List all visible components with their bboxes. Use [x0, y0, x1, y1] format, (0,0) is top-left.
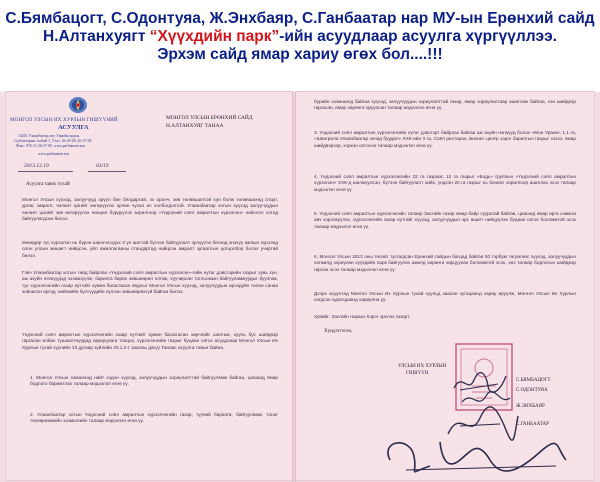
left-paragraph-4: Үндэсний соёл амралтын хүрээлэнгийн газар нутгийг хумин багасгасан зөрчлийг шалгаж, хууль бус шийдвэр гаргасан албан тушаалтнуудад хариуцлага тооцох, хүрээлэнгийн газрыг буцаан олгох асуудлаар Монгол Улсын Их Хурлын тухай хуулийн 33 дугаар зүйлийн 33.1.2-т заасны дагуу Танаас асуулга тавьж байна.: [22, 332, 278, 350]
headline-highlight: “Хүүхдийн парк”: [149, 28, 280, 45]
letter-number: 03/19: [96, 163, 109, 169]
sender-address-line-1: 14201 Улаанбаатар хот, Төрийн ордон,: [18, 134, 81, 138]
signatory-1: С.БЯМБАЦОГТ: [516, 378, 551, 383]
sender-org-line-2: АСУУЛГА: [58, 124, 89, 131]
signatory-3: Ж.ЭНХБАЯР: [516, 404, 545, 409]
signature-title-line-1: УЛСЫН ИХ ХУРЛЫН: [398, 364, 447, 369]
left-paragraph-5: 1. Монгол Улсын хэмжээнд нийт хэдэн хүүхэд, залуучуудын зориулалттай байгууламж байгаа, цаашид ямар бодлого баримтлах талаар мэдээлэл өгнө үү.: [30, 375, 278, 387]
state-emblem-icon: [68, 96, 88, 114]
page-fold: [292, 92, 296, 482]
headline-banner: [0, 0, 600, 92]
right-paragraph-2: 3. Үндэсний соёл амралтын хүрээлэнгийн нутаг дэвсгэрт байрлах байгаа аж ахуйн нэгжүүд болох «Мон Ураан» 1.1 га, «Шангрила Улаанбаатар зочид буудал» ХХК-ийн 3 га, Соёл ресторан, Бизнес центр зэрэг барилгын газрыг хэзээ, ямар шийдвэрээр, хэрхэн олгосон талаар мэдээлэл өгнө үү.: [314, 130, 576, 148]
headline-line-2-end: -ийн асуудлаар асуулга хүргүүллээ.: [279, 28, 557, 45]
sender-address-line-3: Факс: 976-11-26-27-00, www.parliament.mn: [16, 144, 85, 148]
headline-line-3: Эрхэм сайд ямар хариу өгөх бол....!!!: [157, 46, 443, 63]
letter-date: 2013.12.19: [24, 163, 49, 169]
headline-line-1: С.Бямбацогт, С.Одонтуяа, Ж.Энхбаяр, С.Ганбаатар нар МУ-ын Ерөнхий сайд: [5, 10, 595, 27]
right-paragraph-3: 4. Үндэсний соёл амралтын хүрээлэнгийн 32 га газраас 12 га газрыг «Бодь» группын «Үндэсний соёл амралтын хүрээлэн» ХХК-д шилжүүлсэн, бүтээн байгуулалт хийх, үндсэн 20 га газрыг нь бизнес зорилгоор ашиглах эсэх талаар мэдээлэл өгнө үү.: [314, 174, 576, 192]
letter-subject: Асуулга тавих тухай: [26, 182, 70, 187]
number-underline: [88, 171, 126, 172]
right-paragraph-4: 5. Үндэсний соёл амралтын хүрээлэнгийн талаар Засгийн газар ямар байр суурьтай байгаа, цаашид ямар арга хэмжээ авч хэрэгжүүлэх, хүрээлэнгийн газар нутгийг хүүхэд, залуучуудын эрх ашигт нийцүүлэн буцаан олгох боломжтой эсэх талаар мэдээлэл өгнө үү.: [314, 211, 576, 229]
signature-4: [370, 430, 570, 480]
signature-title-line-2: ГИШҮҮН: [406, 371, 429, 376]
recipient-line-1: МОНГОЛ УЛСЫН ЕРӨНХИЙ САЙД: [166, 115, 253, 121]
right-paragraph-6: Дээрх асуултад Монгол Улсын Их Хурлын тухай хуульд заасан хугацаанд хариу ирүүлж, Монгол Улсын Их Хурлын нэгдсэн хуралдаанд хариулна уу.: [314, 291, 576, 303]
signatory-2: С.ОДОНТУЯА: [516, 388, 548, 393]
right-paragraph-7: Хувийг: Засгийн газрын Хэрэг эрхлэх газарт.: [314, 314, 411, 319]
sender-org-line-1: МОНГОЛ УЛСЫН ИХ ХУРЛЫН ГИШҮҮНИЙ: [10, 118, 118, 123]
left-paragraph-3: Гэвч Улаанбаатар хотын төвд байрлах «Үндэсний соёл амралтын хүрээлэн»-гийн нутаг дэвсгэрийн газрыг хувь хүн, аж ахуйн нэгжүүдэд эзэмшүүлж, барилга барих зөвшөөрөл олгож, хуучирсан тоглоомын байгууламжуудыг буулгаж, тус хүрээлэнгийн газар нутгийг хумин багасгасан явдлыг Монгол Улсын хүүхэд, залуучуудын ирээдүйн төлөө санаа зовнисон иргэд, нийгмийн бүлгүүдийн хүлээн зөвшөөрөхгүй байгаа билээ.: [22, 270, 278, 294]
left-paragraph-6: 2. Улаанбаатар хотын Үндэсний соёл амралтын хүрээлэнгийн газар, түүний барилга, байгууламж, тоног төхөөрөмжийн эзэмшлийн талаар мэдээлэл өгнө үү.: [30, 412, 278, 424]
closing: Хүндэтгэсэн,: [324, 329, 353, 334]
left-paragraph-1: Монгол Улсын хүүхэд, залуучууд эрүүл бие бялдартай, эх оронч, зөв төлөвшилтэй хүн болж төлөвшихөд спорт, урлаг, амралт, чөлөөт цагийг өнгөрүүлэх орчин чухал ач холбогдолтой. Улаанбаатар хотын хүүхэд залуучуудын чөлөөт цагийг зөв өнгөрүүлэх нөхцөл бүрдүүлэх зорилгоор «Үндэсний соёл амралтын хүрээлэн» нийслэл хотод байгуулагдсан билээ.: [22, 197, 278, 221]
recipient-line-2: Н.АЛТАНХУЯГ ТАНАА: [166, 123, 224, 129]
right-paragraph-5: 6. Монгол Улсын 2013 оны төсөвт тусгагдсан Ерөнхий сайдын багцад байгаа 50 тэрбум төгрөгөөс хүүхэд, залуучуудын хөгжилд зориулан хүүхдийн парк байгуулах ажилд хөрөнгө зарцуулах боломжтой эсэх, энэ талаар бодлогын шийдвэр гарсан эсэх талаар мэдээлэл өгнө үү.: [314, 254, 576, 272]
sender-website: www.parliament.mn: [38, 152, 69, 156]
headline-line-2: [0, 28, 600, 46]
right-paragraph-1: бүрийн эзэмшилд байгаа хүүхэд, залуучуудын зориулалттай газар, ямар зориулалтаар ашиглаж байгаа, хэн шийдвэр гаргасан, ямар хөрөнгө оруулсан талаар мэдээлэл өгнө үү.: [314, 99, 576, 111]
left-paragraph-2: Өнөөдөр тус хүрээлэн нь бүрэн шинэчлэгдэх 3 үе шаттай бүтээн байгуулалт эрчүүлэх бөгөөд энэхүү ажлын хүрээнд олон улсын жишигт нийцсэн, үйл ажиллагааны стандартад нийцсэн амралт зугаалгын цогцолбор болох учиртай билээ.: [22, 240, 278, 258]
sender-address-line-2: Сүхбаатарын талбай 1, Утас: 26-26-00, 26-27-00: [14, 139, 92, 143]
headline-line-2-start: Н.Алтанхуягт: [43, 28, 150, 45]
date-underline: [18, 171, 73, 172]
signatory-4: С.ГАНБААТАР: [516, 422, 549, 427]
